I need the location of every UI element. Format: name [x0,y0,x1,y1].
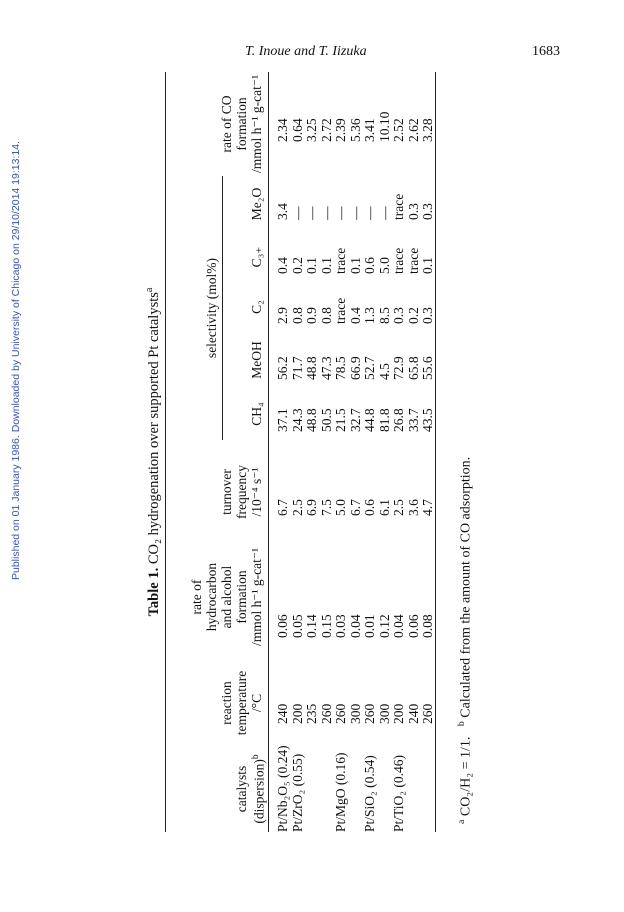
table-1 [142,72,474,832]
cell-rate: 0.14 [304,614,319,638]
cell-meoh: 65.8 [405,356,421,380]
header-rate-co: rate of CO formation /mmol h⁻¹ g-cat⁻¹ [219,74,264,174]
page-number: 1683 [532,44,560,59]
cell-tof: 6.7 [275,499,290,516]
download-watermark [10,141,28,580]
cell-me2o: trace [391,193,406,220]
cell-rate: 0.15 [318,614,334,638]
cell-tof: 4.7 [420,499,435,516]
cell-me2o: — [376,206,392,220]
cell-temp: 235 [304,703,319,724]
header-rate-hydrocarbon: rate of hydrocarbon and alcohol formation /mmol h⁻¹ g-cat⁻¹ [189,547,264,647]
cell-c2: 0.8 [289,307,305,324]
cell-meoh: 48.8 [304,356,319,380]
cell-meoh: 78.5 [333,356,348,380]
cell-rate: 0.04 [347,614,363,638]
header-selectivity: selectivity (mol%) [204,257,219,359]
cell-tof: 6.1 [376,499,392,516]
cell-catalyst: Pt/ZrO₂ (0.55) [289,753,305,832]
cell-c2: 0.8 [318,307,334,324]
cell-tof: 2.5 [391,499,406,516]
cell-temp: 260 [420,703,435,724]
cell-c2: 0.3 [420,307,435,324]
cell-catalyst: Pt/Nb₂O₅ (0.24) [275,745,290,832]
table-footnotes: $^a$ CO₂/H₂ = 1/1. $^b$ Calculated from the amount of CO adsorption. [456,456,474,824]
cell-catalyst: Pt/TiO₂ (0.46) [391,755,406,832]
cell-meoh: 66.9 [347,356,363,380]
cell-rate: 0.04 [391,614,406,638]
cell-temp: 300 [376,703,392,724]
cell-ch4: 21.5 [333,408,348,432]
cell-ch4: 24.3 [289,408,305,432]
cell-c2: 8.5 [376,307,392,324]
cell-meoh: 56.2 [275,356,290,380]
cell-rate: 0.01 [362,614,377,638]
cell-co: 3.25 [304,118,319,142]
cell-co: 3.41 [362,118,377,142]
cell-me2o: — [333,206,348,220]
cell-c2: 0.4 [347,307,363,324]
cell-tof: 6.9 [304,499,319,516]
cell-rate: 0.05 [289,614,305,638]
cell-meoh: 4.5 [376,363,392,380]
cell-tof: 0.6 [362,499,377,516]
cell-temp: 200 [391,703,406,724]
cell-co: 2.52 [391,118,406,142]
cell-me2o: — [304,206,319,220]
caption-label: Table 1. [145,567,162,617]
cell-rate: 0.03 [333,614,348,638]
table-caption [142,72,162,832]
cell-co: 2.72 [318,118,334,142]
cell-c2: 2.9 [275,307,290,324]
cell-c3: 0.1 [318,257,334,274]
cell-c3: trace [391,247,406,274]
cell-c2: 0.3 [391,307,406,324]
cell-c2: 0.2 [405,307,421,324]
cell-rate: 0.06 [275,614,290,638]
cell-co: 3.28 [420,118,435,142]
header-temperature: reaction temperature /°C [219,670,264,736]
header-turnover: turnover frequency /10⁻⁴ s⁻¹ [219,465,264,519]
cell-me2o: — [318,206,334,220]
header-c3: C₃₊ [249,246,264,268]
cell-me2o: 0.3 [420,203,435,220]
cell-temp: 260 [362,703,377,724]
cell-co: 0.64 [289,118,305,142]
watermark-text: Published on 01 January 1986. Downloaded by University of Chicago on 29/10/2014 19:13:14. [10,141,22,580]
cell-c3: 0.4 [275,257,290,274]
cell-catalyst: Pt/SiO₂ (0.54) [362,755,377,832]
cell-me2o: 3.4 [275,203,290,220]
cell-temp: 200 [289,703,305,724]
cell-ch4: 50.5 [318,408,334,432]
cell-temp: 260 [333,703,348,724]
cell-tof: 6.7 [347,499,363,516]
cell-c3: 0.2 [289,257,305,274]
cell-tof: 2.5 [289,499,305,516]
cell-co: 2.39 [333,118,348,142]
header-catalysts: catalysts (dispersion)$^b$ [234,754,267,824]
header-me2o: Me₂O [249,187,264,221]
cell-ch4: 81.8 [376,408,392,432]
cell-c2: 1.3 [362,307,377,324]
top-rule [165,72,166,832]
cell-tof: 7.5 [318,499,334,516]
cell-co: 2.62 [405,118,421,142]
cell-c3: trace [333,247,348,274]
cell-rate: 0.06 [405,614,421,638]
header-c2: C₂ [249,300,264,314]
footnote-b: Calculated from the amount of CO adsorption. [458,456,474,718]
cell-temp: 300 [347,703,363,724]
cell-ch4: 43.5 [420,408,435,432]
cell-ch4: 44.8 [362,408,377,432]
header-rule [268,72,269,832]
cell-ch4: 26.8 [391,408,406,432]
cell-catalyst: Pt/MgO (0.16) [333,752,348,832]
caption-mark: a [144,287,155,293]
cell-meoh: 71.7 [289,356,305,380]
cell-c3: 0.1 [347,257,363,274]
cell-meoh: 72.9 [391,356,406,380]
bottom-rule [435,72,436,832]
cell-temp: 260 [318,703,334,724]
cell-c3: 5.0 [376,257,392,274]
cell-co: 10.10 [376,111,392,142]
cell-temp: 240 [275,703,290,724]
caption-text: CO₂ hydrogenation over supported Pt catalysts [145,292,162,565]
cell-c2: 0.9 [304,307,319,324]
cell-me2o: — [289,206,305,220]
cell-rate: 0.08 [420,614,435,638]
footnote-a: CO₂/H₂ = 1/1. [458,736,474,817]
cell-me2o: — [362,206,377,220]
cell-c3: 0.1 [304,257,319,274]
cell-tof: 5.0 [333,499,348,516]
cell-rate: 0.12 [376,614,392,638]
cell-c3: 0.6 [362,257,377,274]
running-header-authors: T. Inoue and T. Iizuka [245,44,367,59]
cell-ch4: 32.7 [347,408,363,432]
cell-ch4: 48.8 [304,408,319,432]
header-ch4: CH₄ [249,402,264,426]
cell-c3: 0.1 [420,257,435,274]
cell-meoh: 55.6 [420,356,435,380]
header-meoh: MeOH [249,341,264,379]
cell-tof: 3.6 [405,499,421,516]
cell-meoh: 52.7 [362,356,377,380]
cell-meoh: 47.3 [318,356,334,380]
cell-me2o: — [347,206,363,220]
cell-c3: trace [405,247,421,274]
cell-c2: trace [333,297,348,324]
cell-ch4: 33.7 [405,408,421,432]
cell-temp: 240 [405,703,421,724]
cell-me2o: 0.3 [405,203,421,220]
cell-co: 2.34 [275,118,290,142]
cell-co: 5.36 [347,118,363,142]
cell-ch4: 37.1 [275,408,290,432]
selectivity-rule [222,176,223,440]
